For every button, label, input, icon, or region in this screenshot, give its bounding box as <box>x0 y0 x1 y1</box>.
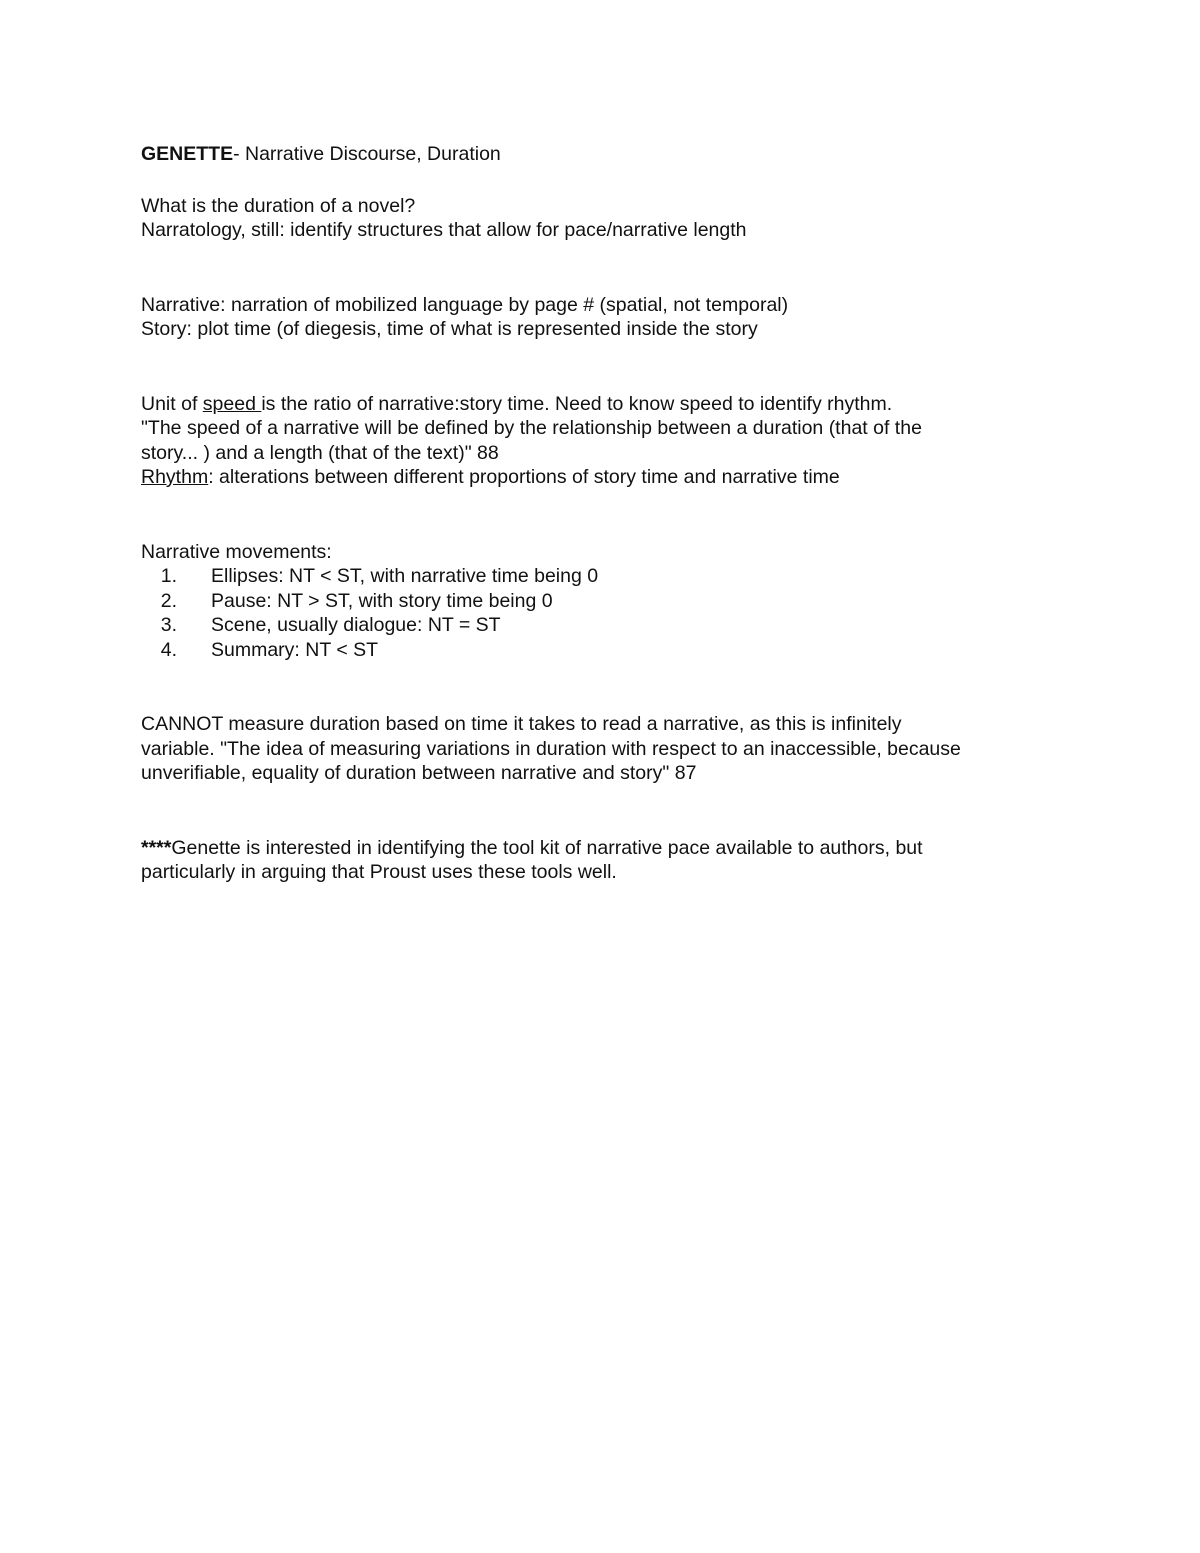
intro-statement: Narratology, still: identify structures that allow for pace/narrative length <box>141 219 747 241</box>
list-item-number: 4. <box>160 638 177 661</box>
list-item-number: 1. <box>160 565 177 587</box>
list-item-text: Pause: NT > ST, with story time being 0 <box>211 589 553 612</box>
rhythm-term: Rhythm <box>141 466 209 488</box>
list-item-text: Scene, usually dialogue: NT = ST <box>211 614 501 636</box>
list-item-number: 3. <box>160 614 177 636</box>
conclusion-line-2: particularly in arguing that Proust uses these tools well. <box>141 861 617 883</box>
speed-quote-line-1: "The speed of a narrative will be defined by the relationship between a duration (that of the <box>141 417 922 439</box>
speed-term: speed <box>202 392 262 415</box>
list-item <box>141 564 1071 589</box>
speed-quote-line-2: story... ) and a length (that of the text)" 88 <box>141 441 499 464</box>
cannot-line-3: unverifiable, equality of duration between narrative and story" 87 <box>141 762 697 784</box>
list-item-number: 2. <box>160 589 177 612</box>
conclusion-line-1 <box>141 836 1071 861</box>
cannot-line-2: variable. "The idea of measuring variations in duration with respect to an inaccessible, because <box>141 737 961 760</box>
movements-list <box>141 564 1071 662</box>
title-subject: - Narrative Discourse, Duration <box>233 143 501 165</box>
rhythm-rest: : alterations between different proportions of story time and narrative time <box>208 466 840 488</box>
movements-heading: Narrative movements: <box>141 540 332 563</box>
conclusion-asterisks: **** <box>141 836 172 859</box>
speed-suffix: is the ratio of narrative:story time. Need to know speed to identify rhythm. <box>261 392 893 415</box>
document-title <box>141 142 1071 167</box>
speed-definition <box>141 392 1071 417</box>
cannot-line-1: CANNOT measure duration based on time it takes to read a narrative, as this is infinitely <box>141 713 902 735</box>
list-item-text: Summary: NT < ST <box>211 638 379 661</box>
list-item <box>141 589 1071 614</box>
list-item-text: Ellipses: NT < ST, with narrative time being 0 <box>211 565 599 587</box>
speed-prefix: Unit of <box>141 392 203 415</box>
list-item <box>141 613 1071 638</box>
document-body <box>141 142 1071 885</box>
definition-narrative: Narrative: narration of mobilized language by page # (spatial, not temporal) <box>141 293 789 316</box>
rhythm-definition <box>141 465 1071 490</box>
list-item <box>141 638 1071 663</box>
definition-story: Story: plot time (of diegesis, time of what is represented inside the story <box>141 318 758 340</box>
conclusion-text: Genette is interested in identifying the tool kit of narrative pace available to authors, but <box>171 836 923 859</box>
title-author: GENETTE <box>141 143 234 165</box>
intro-question: What is the duration of a novel? <box>141 194 416 217</box>
